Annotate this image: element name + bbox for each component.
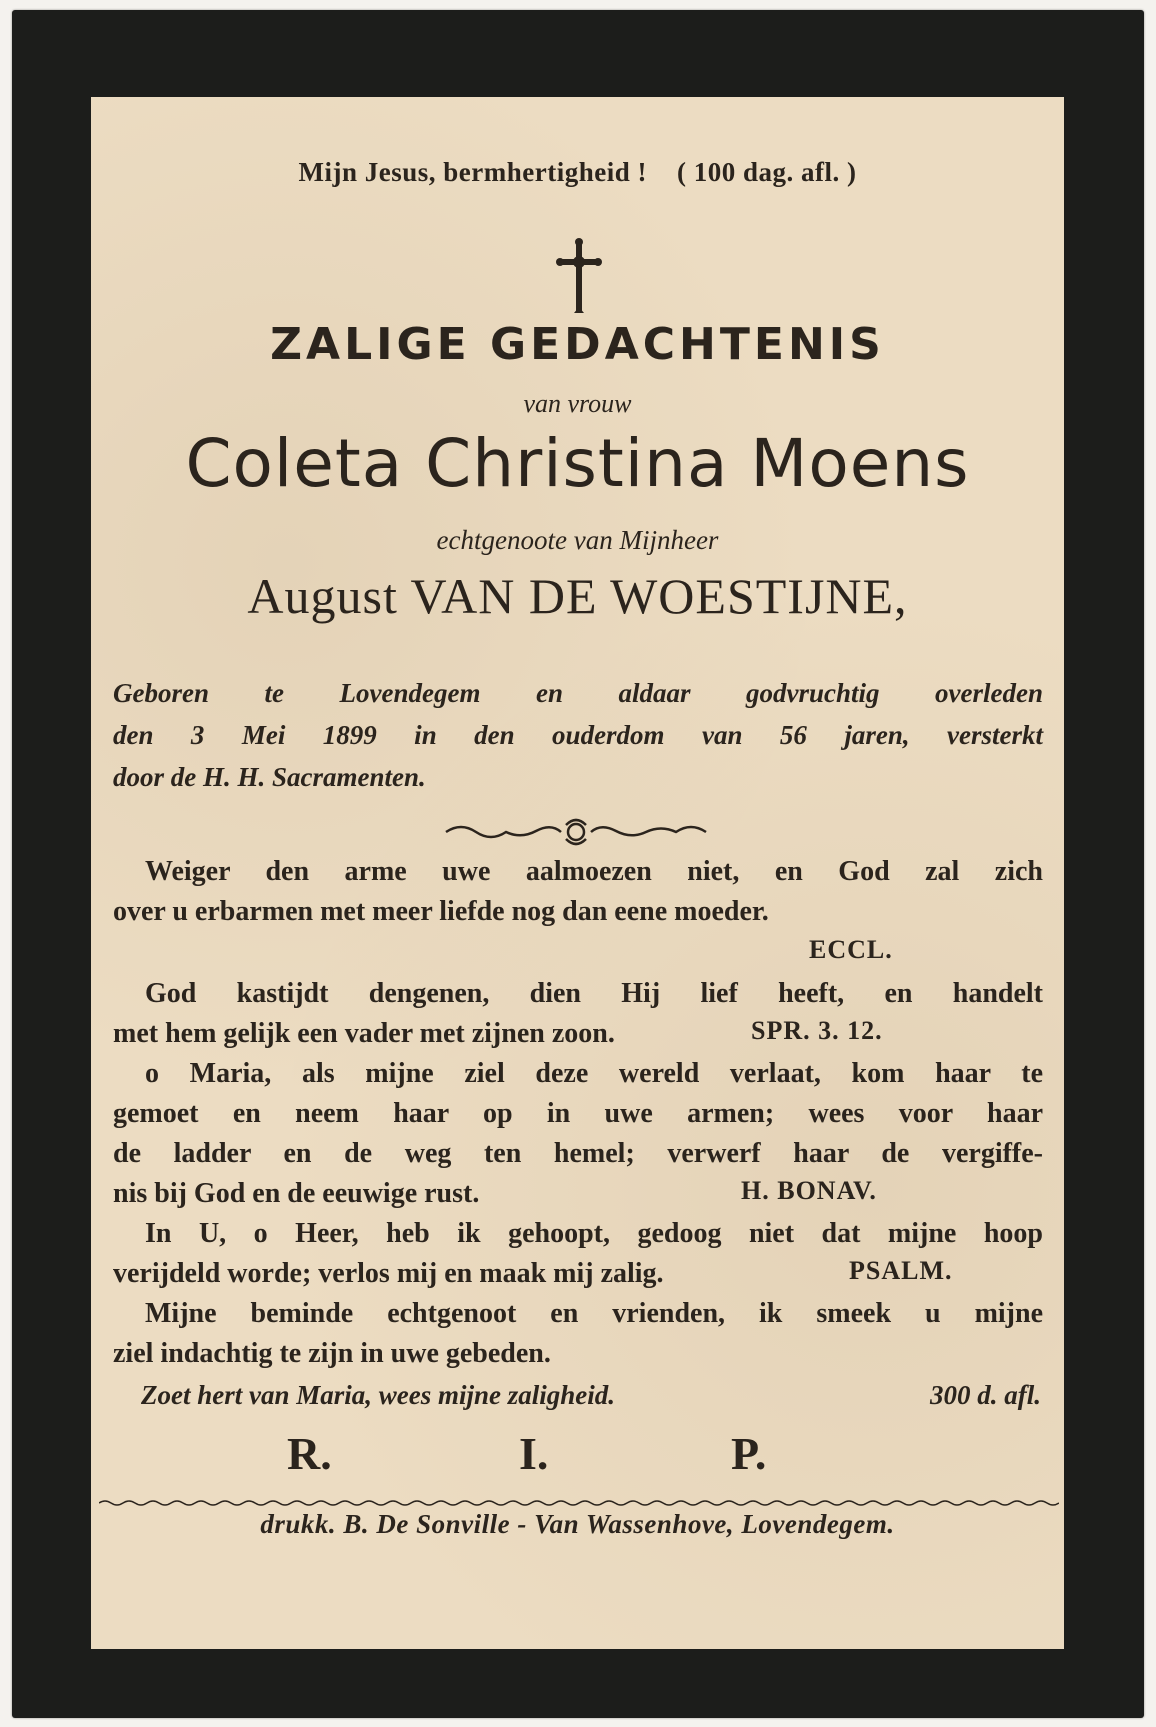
verse-4-line-2: verijdeld worde; verlos mij en maak mij zalig.	[113, 1258, 664, 1289]
title: ZALIGE GEDACHTENIS	[270, 319, 885, 370]
memorial-card	[12, 10, 1144, 1718]
verse-3-line-1: o Maria, als mijne ziel deze wereld verlaat, kom haar te	[145, 1058, 1043, 1089]
cross-icon	[554, 237, 604, 317]
rip-p: P.	[731, 1428, 767, 1479]
rip-r: R.	[287, 1428, 332, 1479]
verse-3-line-4: nis bij God en de eeuwige rust.	[113, 1178, 480, 1209]
bio-line-1: Geboren te Lovendegem en aldaar godvruchtig overleden	[113, 678, 1043, 708]
closing-prayer: Zoet hert van Maria, wees mijne zaligheid.	[141, 1380, 616, 1410]
header-left-text: Mijn Jesus, bermhertigheid !	[298, 157, 647, 187]
header-invocation	[91, 157, 1064, 188]
bio-line-3: door de H. H. Sacramenten.	[113, 762, 426, 792]
verse-3-line-3: de ladder en de weg ten hemel; verwerf haar de vergiffe-	[113, 1138, 1043, 1169]
verse-3-line-2: gemoet en neem haar op in uwe armen; wees voor haar	[113, 1098, 1043, 1129]
verse-5-line-1: Mijne beminde echtgenoot en vrienden, ik smeek u mijne	[145, 1298, 1043, 1329]
closing-indulgence: 300 d. afl.	[930, 1380, 1041, 1410]
wavy-rule	[99, 1499, 1059, 1507]
ornament-flourish	[441, 817, 711, 847]
verse-1-ref: ECCL.	[809, 935, 893, 964]
bio-line-2: den 3 Mei 1899 in den ouderdom van 56 jaren, versterkt	[113, 720, 1043, 750]
verse-1-line-2: over u erbarmen met meer liefde nog dan eene moeder.	[113, 896, 769, 927]
verse-3-ref: H. BONAV.	[741, 1176, 877, 1205]
header-indulgence-text: ( 100 dag. afl. )	[676, 157, 857, 187]
verse-4-line-1: In U, o Heer, heb ik gehoopt, gedoog niet dat mijne hoop	[145, 1218, 1043, 1249]
verse-2-line-2: met hem gelijk een vader met zijnen zoon.	[113, 1018, 615, 1049]
verse-5-line-2: ziel indachtig te zijn in uwe gebeden.	[113, 1338, 551, 1369]
card-paper	[91, 97, 1064, 1649]
verse-4-ref: PSALM.	[849, 1256, 953, 1285]
spouse-intro: echtgenoote van Mijnheer	[436, 525, 719, 555]
verse-1-line-1: Weiger den arme uwe aalmoezen niet, en God zal zich	[145, 856, 1043, 887]
deceased-name: Coleta Christina Moens	[185, 425, 970, 502]
van-vrouw: van vrouw	[523, 389, 632, 418]
spouse-name: August VAN DE WOESTIJNE,	[247, 568, 908, 624]
printer-credit: drukk. B. De Sonville - Van Wassenhove, Lovendegem.	[260, 1509, 895, 1539]
closing-line	[141, 1380, 1041, 1411]
verse-2-ref: SPR. 3. 12.	[751, 1016, 883, 1045]
rip-i: I.	[519, 1428, 549, 1479]
verse-2-line-1: God kastijdt dengenen, dien Hij lief heeft, en handelt	[145, 978, 1043, 1009]
